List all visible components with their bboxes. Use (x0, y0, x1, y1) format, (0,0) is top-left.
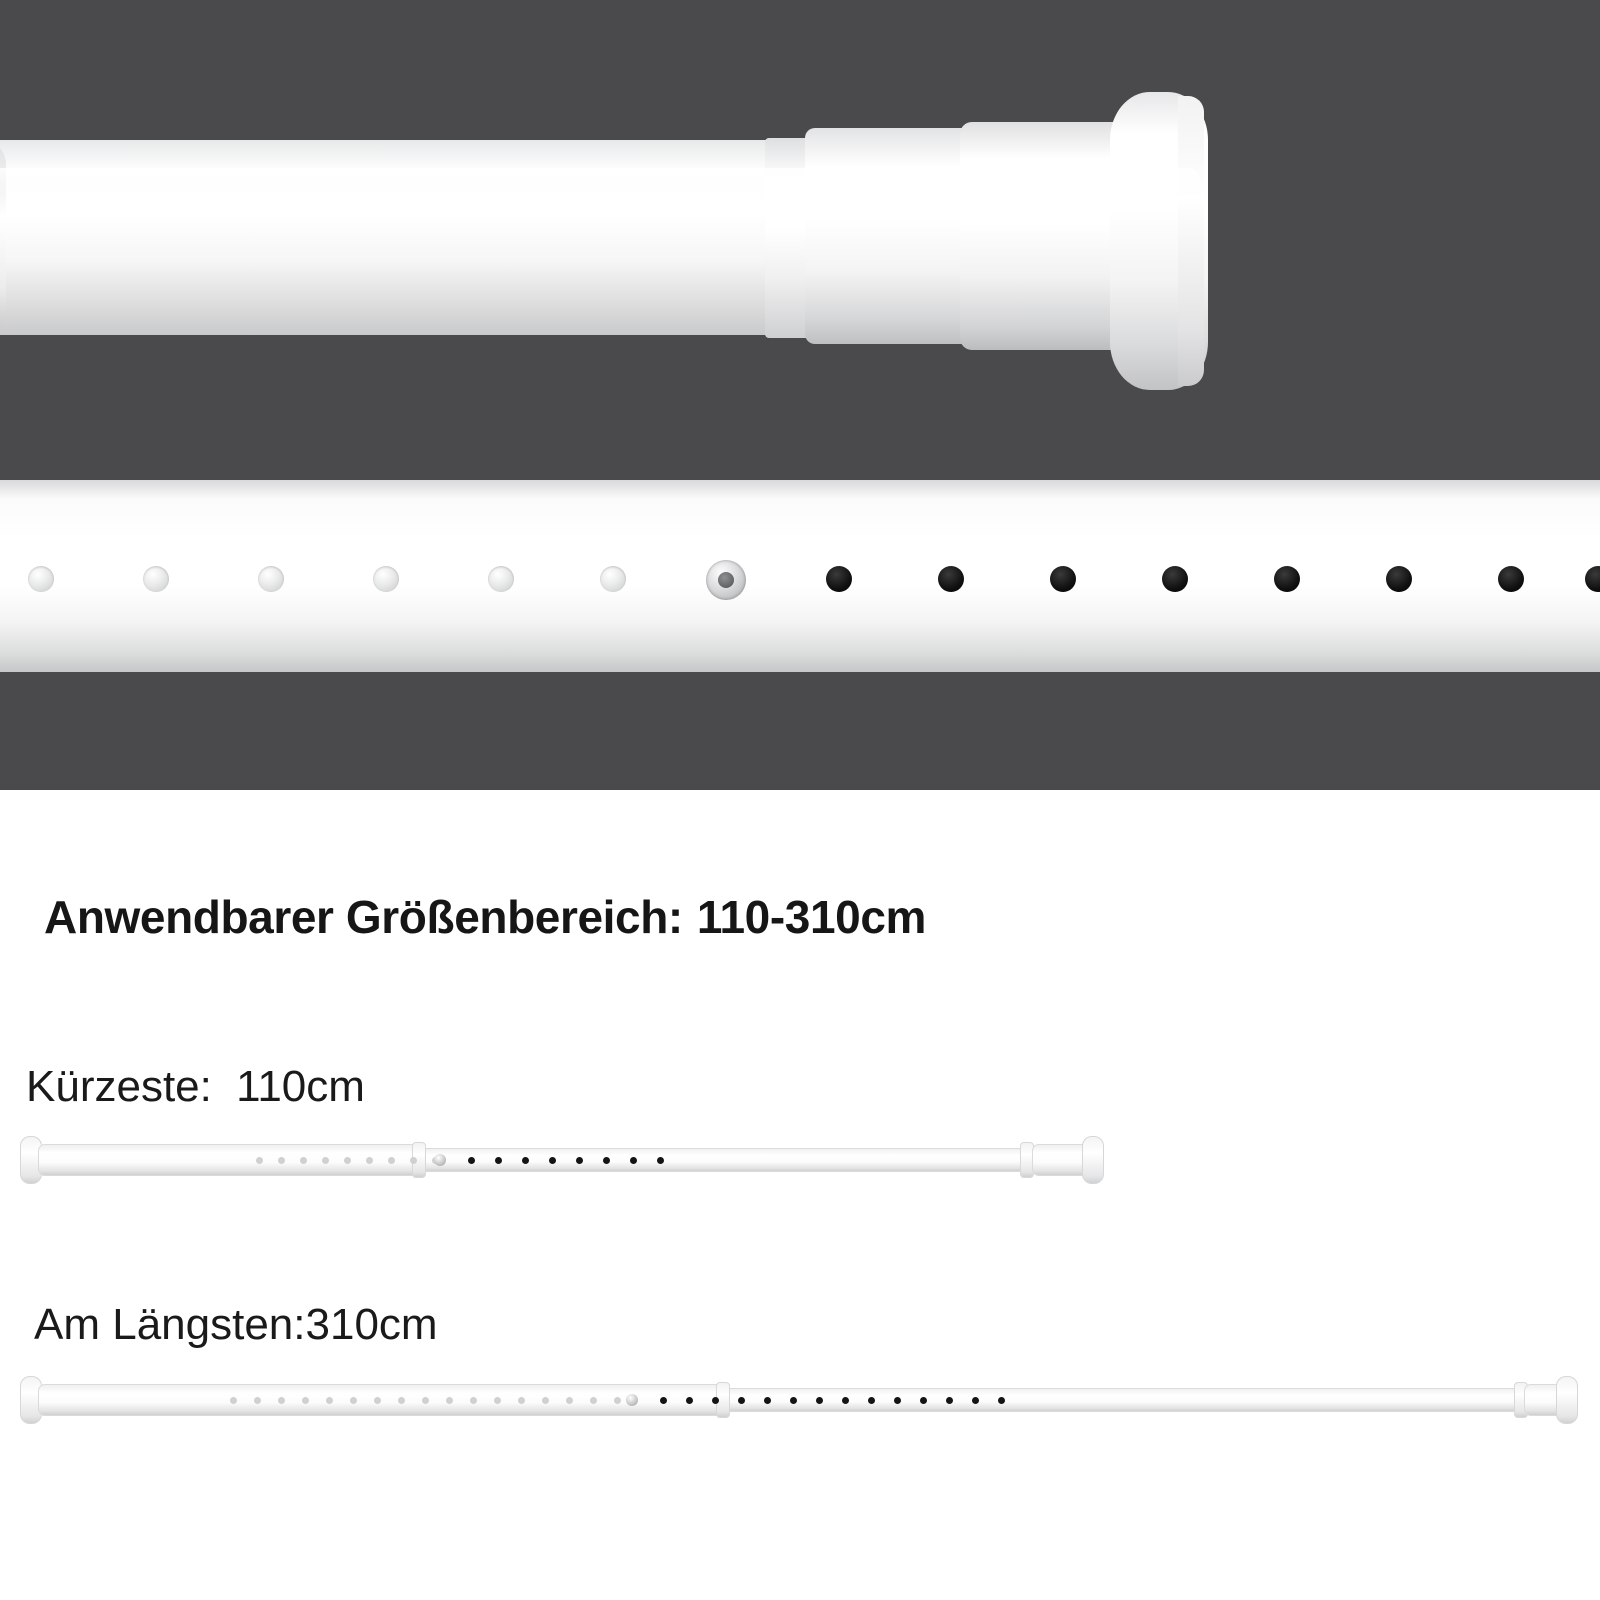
shortest-length-label (26, 1062, 365, 1112)
adjustment-hole (764, 1397, 771, 1404)
adjustment-hole (938, 566, 964, 592)
shortest-label-text: Kürzeste: (26, 1062, 212, 1111)
adjustment-hole (946, 1397, 953, 1404)
adjustment-hole (686, 1397, 693, 1404)
shortest-length-value: 110cm (236, 1062, 365, 1111)
rod-end-cap-right (1082, 1136, 1104, 1184)
adjustment-hole (302, 1397, 309, 1404)
adjustment-hole (488, 566, 514, 592)
telescopic-rod-closeup-photo (0, 0, 1600, 480)
adjustment-hole (972, 1397, 979, 1404)
adjustment-hole (322, 1157, 329, 1164)
adjustment-hole (630, 1157, 637, 1164)
adjustment-hole (712, 1397, 719, 1404)
adjustment-hole (494, 1397, 501, 1404)
adjustment-hole (576, 1157, 583, 1164)
rod-inner-tube (0, 140, 790, 335)
adjustment-hole (603, 1157, 610, 1164)
rod-end-cap-face (1178, 96, 1204, 386)
adjustment-hole (366, 1157, 373, 1164)
adjustment-hole (350, 1397, 357, 1404)
adjustment-hole (468, 1157, 475, 1164)
locking-screw-icon (626, 1394, 638, 1406)
adjustment-hole (566, 1397, 573, 1404)
size-range-heading (44, 890, 926, 944)
adjustment-hole (1050, 566, 1076, 592)
adjustment-hole (495, 1157, 502, 1164)
adjustment-hole (657, 1157, 664, 1164)
adjustment-hole (398, 1397, 405, 1404)
rod-inner-tube (418, 1148, 1028, 1172)
adjustment-hole (1498, 566, 1524, 592)
adjustment-hole (422, 1397, 429, 1404)
adjustment-hole (326, 1397, 333, 1404)
adjustment-hole (826, 566, 852, 592)
adjustment-hole (1386, 566, 1412, 592)
locking-screw-icon (706, 560, 746, 600)
specs-section (0, 790, 1600, 1600)
rod-outer-tube (38, 1384, 728, 1416)
adjustment-hole (470, 1397, 477, 1404)
rod-adjustment-holes-photo (0, 480, 1600, 790)
rod-body (0, 480, 1600, 672)
longest-label-text: Am Längsten:310cm (34, 1300, 438, 1349)
locking-screw-icon (434, 1154, 446, 1166)
adjustment-hole (998, 1397, 1005, 1404)
adjustment-hole (600, 566, 626, 592)
longest-length-label (34, 1300, 438, 1350)
adjustment-hole (590, 1397, 597, 1404)
adjustment-hole (254, 1397, 261, 1404)
adjustment-hole (256, 1157, 263, 1164)
size-range-value: 110-310cm (696, 891, 927, 943)
adjustment-hole (388, 1157, 395, 1164)
size-range-label: Anwendbarer Größenbereich: (44, 891, 683, 943)
adjustment-hole (300, 1157, 307, 1164)
adjustment-hole (518, 1397, 525, 1404)
adjustment-hole (1162, 566, 1188, 592)
adjustment-hole (738, 1397, 745, 1404)
rod-longest-illustration (20, 1370, 1580, 1430)
adjustment-hole (842, 1397, 849, 1404)
adjustment-hole (278, 1157, 285, 1164)
adjustment-hole (143, 566, 169, 592)
adjustment-hole (542, 1397, 549, 1404)
adjustment-hole (230, 1397, 237, 1404)
rod-left-edge (0, 140, 6, 335)
adjustment-hole (894, 1397, 901, 1404)
adjustment-hole (1274, 566, 1300, 592)
adjustment-hole (522, 1157, 529, 1164)
adjustment-hole (258, 566, 284, 592)
adjustment-hole (920, 1397, 927, 1404)
adjustment-hole (410, 1157, 417, 1164)
rod-outer-tube-right (1032, 1144, 1088, 1176)
adjustment-hole (868, 1397, 875, 1404)
adjustment-hole (278, 1397, 285, 1404)
adjustment-hole (549, 1157, 556, 1164)
adjustment-hole (614, 1397, 621, 1404)
adjustment-hole (344, 1157, 351, 1164)
rod-shortest-illustration (20, 1130, 1120, 1190)
adjustment-hole (373, 566, 399, 592)
rod-end-cap-right (1556, 1376, 1578, 1424)
adjustment-hole (790, 1397, 797, 1404)
adjustment-hole (660, 1397, 667, 1404)
adjustment-hole (374, 1397, 381, 1404)
adjustment-hole (816, 1397, 823, 1404)
adjustment-hole (28, 566, 54, 592)
adjustment-hole (446, 1397, 453, 1404)
